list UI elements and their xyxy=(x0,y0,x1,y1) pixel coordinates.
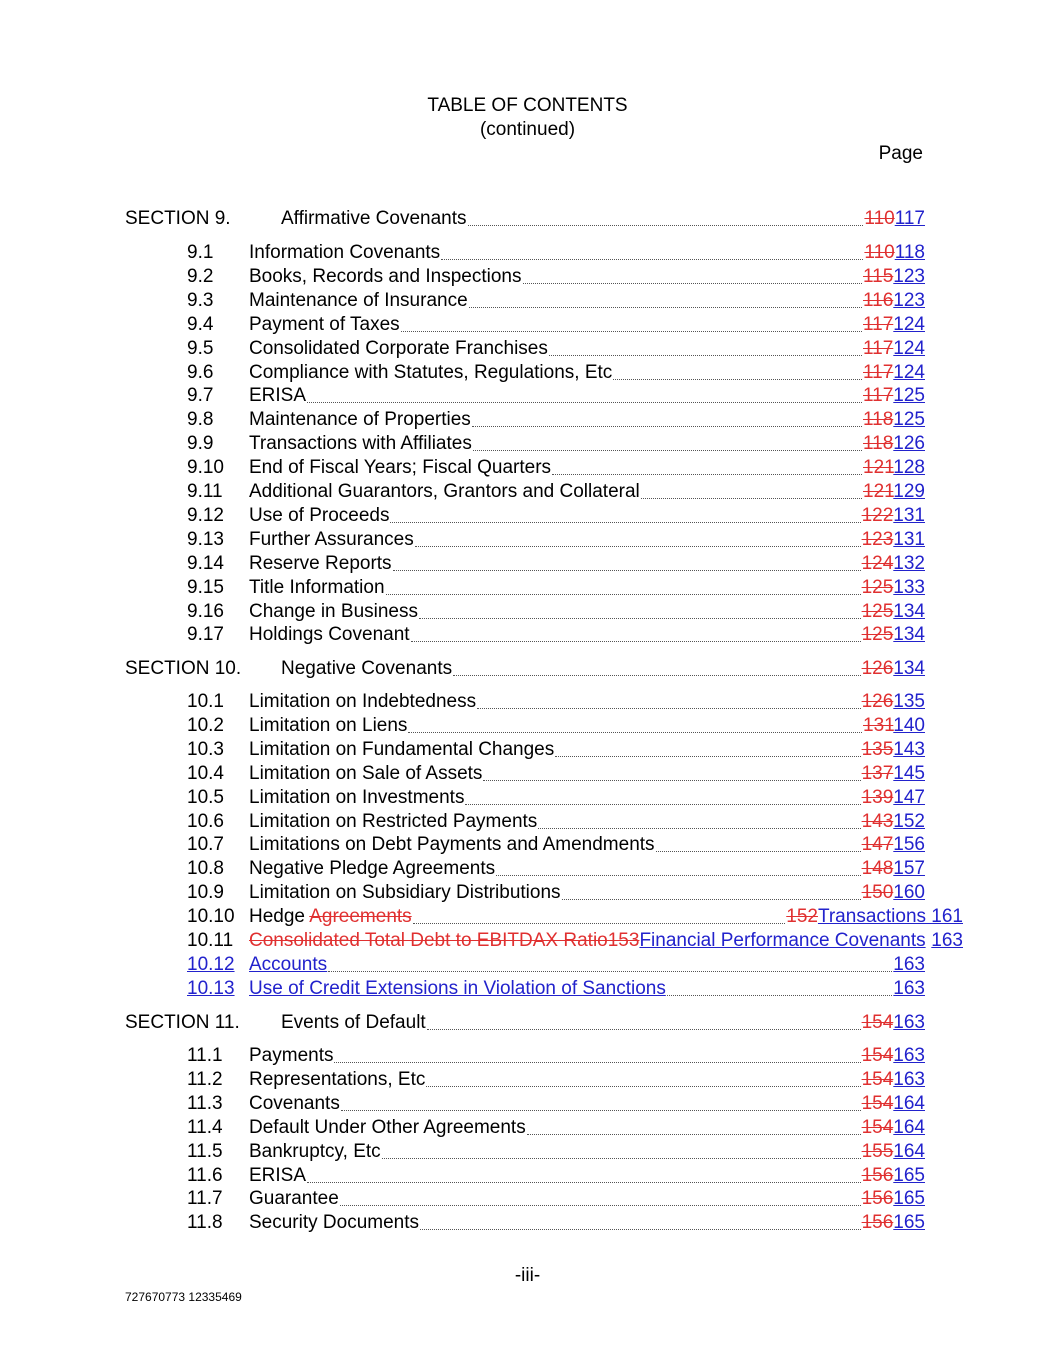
page-ref xyxy=(862,690,925,714)
toc-entry-inserted[interactable] xyxy=(0,953,1055,977)
deleted-page-number: 156 xyxy=(861,1188,894,1209)
page-ref xyxy=(863,714,925,738)
deleted-text: Agreements xyxy=(309,906,412,927)
deleted-page-number: 124 xyxy=(861,553,894,574)
entry-number: 9.15 xyxy=(187,577,224,598)
inserted-page-number[interactable]: 125 xyxy=(893,385,925,406)
page-ref xyxy=(862,786,925,810)
entry-number: 9.9 xyxy=(187,433,214,454)
dot-leader xyxy=(527,1134,861,1135)
section-number: SECTION 9. xyxy=(125,208,231,229)
entry-title: Default Under Other Agreements xyxy=(249,1117,526,1138)
toc-entry[interactable] xyxy=(0,623,1055,647)
entry-title xyxy=(249,929,926,953)
inserted-page-number[interactable]: 164 xyxy=(893,1117,925,1138)
page-ref xyxy=(863,265,925,289)
entry-number: 9.7 xyxy=(187,385,214,406)
inserted-page-number[interactable]: 143 xyxy=(893,739,925,760)
dot-leader xyxy=(538,828,860,829)
entry-title: Security Documents xyxy=(249,1212,420,1233)
entry-title: Maintenance of Properties xyxy=(249,409,471,430)
entry-number: 9.10 xyxy=(187,457,224,478)
dot-leader xyxy=(473,450,862,451)
entry-number: 9.1 xyxy=(187,242,214,263)
toc-entry[interactable] xyxy=(0,600,1055,624)
toc-entry[interactable] xyxy=(0,289,1055,313)
dot-leader xyxy=(562,899,861,900)
toc-entry[interactable] xyxy=(0,1140,1055,1164)
entry-title: Payment of Taxes xyxy=(249,314,400,335)
page-ref xyxy=(862,833,925,857)
entry-number: 11.2 xyxy=(187,1069,223,1090)
page-ref xyxy=(863,456,925,480)
dot-leader xyxy=(328,971,892,972)
entry-number: 9.16 xyxy=(187,601,224,622)
entry-number: 10.12 xyxy=(187,954,235,975)
toc-entry[interactable] xyxy=(0,762,1055,786)
inserted-page-number[interactable]: 125 xyxy=(893,409,925,430)
entry-title: Bankruptcy, Etc xyxy=(249,1141,381,1162)
inserted-page-number[interactable]: 163 xyxy=(893,978,925,999)
dot-leader xyxy=(465,804,860,805)
deleted-page-number: 155 xyxy=(861,1141,894,1162)
dot-leader xyxy=(426,1086,860,1087)
entry-number: 10.7 xyxy=(187,834,224,855)
toc-entry[interactable] xyxy=(0,576,1055,600)
dot-leader xyxy=(340,1205,861,1206)
dot-leader xyxy=(453,675,860,676)
section-title: Affirmative Covenants xyxy=(281,208,467,229)
deleted-page-number: 131 xyxy=(863,715,894,736)
page-ref xyxy=(862,504,925,528)
deleted-page-number: 137 xyxy=(861,763,894,784)
deleted-page-number: 154 xyxy=(861,1069,894,1090)
page-ref xyxy=(862,657,925,681)
dot-leader xyxy=(411,641,861,642)
page-number: -iii- xyxy=(514,1265,541,1286)
dot-leader xyxy=(552,474,862,475)
entry-title: Limitation on Liens xyxy=(249,715,408,736)
entry-title xyxy=(249,905,412,929)
entry-title: Covenants xyxy=(249,1093,340,1114)
entry-number: 11.5 xyxy=(187,1141,223,1162)
toc-entry[interactable] xyxy=(0,714,1055,738)
inserted-page-number[interactable]: 160 xyxy=(893,882,925,903)
toc-entry[interactable] xyxy=(0,690,1055,714)
entry-title: Books, Records and Inspections xyxy=(249,266,522,287)
deleted-page-number: 117 xyxy=(863,314,894,335)
deleted-page-number: 139 xyxy=(861,787,894,808)
deleted-page-number: 121 xyxy=(863,457,894,478)
entry-number: 10.3 xyxy=(187,739,224,760)
entry-number: 9.5 xyxy=(187,338,214,359)
section-heading[interactable] xyxy=(0,207,1055,231)
deleted-page-number: 117 xyxy=(863,385,894,406)
section-number: SECTION 10. xyxy=(125,658,242,679)
section-heading[interactable] xyxy=(0,1011,1055,1035)
entry-number: 10.8 xyxy=(187,858,224,879)
inserted-page-number[interactable]: 117 xyxy=(894,208,925,229)
page-column-label: Page xyxy=(878,143,923,164)
page-ref xyxy=(863,408,925,432)
toc-entry[interactable] xyxy=(0,552,1055,576)
entry-number: 11.3 xyxy=(187,1093,223,1114)
entry-title: Limitation on Sale of Assets xyxy=(249,763,483,784)
inserted-page-number[interactable]: 124 xyxy=(893,338,925,359)
entry-title: Limitation on Fundamental Changes xyxy=(249,739,555,760)
inserted-page-number[interactable]: 165 xyxy=(893,1165,925,1186)
entry-title: ERISA xyxy=(249,1165,307,1186)
page-ref xyxy=(862,857,925,881)
inserted-page-number[interactable]: 140 xyxy=(893,715,925,736)
deleted-page-number: 125 xyxy=(861,577,894,598)
inserted-page-number[interactable]: 118 xyxy=(894,242,925,263)
inserted-page-number[interactable]: 134 xyxy=(893,658,925,679)
deleted-page-number: 118 xyxy=(863,433,894,454)
deleted-page-number: 110 xyxy=(864,208,895,229)
toc-entry[interactable] xyxy=(0,384,1055,408)
toc-entry[interactable] xyxy=(0,1211,1055,1235)
entry-number: 9.8 xyxy=(187,409,214,430)
page-ref xyxy=(863,361,925,385)
inserted-page-number[interactable]: 123 xyxy=(893,290,925,311)
dot-leader xyxy=(386,594,861,595)
deleted-page-number: 126 xyxy=(861,691,894,712)
dot-leader xyxy=(496,875,860,876)
inserted-page-number[interactable]: 147 xyxy=(893,787,925,808)
entry-title[interactable]: Use of Credit Extensions in Violation of Sanctions xyxy=(249,978,666,999)
dot-leader xyxy=(415,546,861,547)
inserted-page-number[interactable]: 156 xyxy=(893,834,925,855)
inserted-page-number[interactable]: 163 xyxy=(893,1012,925,1033)
deleted-page-number: 125 xyxy=(861,601,894,622)
dot-leader xyxy=(408,732,862,733)
page-ref xyxy=(863,432,925,456)
entry-title: ERISA xyxy=(249,385,307,406)
page-ref xyxy=(862,738,925,762)
toc-entry[interactable] xyxy=(0,528,1055,552)
dot-leader xyxy=(419,618,861,619)
entry-title: Further Assurances xyxy=(249,529,414,550)
deleted-page-number: 147 xyxy=(861,834,894,855)
dot-leader xyxy=(555,756,860,757)
deleted-page-number: 154 xyxy=(861,1045,894,1066)
entry-title: Change in Business xyxy=(249,601,418,622)
entry-number: 9.12 xyxy=(187,505,224,526)
toc-title: TABLE OF CONTENTS xyxy=(427,95,628,116)
inserted-page-number[interactable]: 124 xyxy=(893,362,925,383)
entry-title: Representations, Etc xyxy=(249,1069,426,1090)
entry-title: Additional Guarantors, Grantors and Collateral xyxy=(249,481,640,502)
dot-leader xyxy=(341,1110,861,1111)
deleted-page-number: 117 xyxy=(863,362,894,383)
entry-number: 9.14 xyxy=(187,553,224,574)
dot-leader xyxy=(393,570,861,571)
deleted-page-number: 156 xyxy=(861,1212,894,1233)
toc-entry[interactable] xyxy=(0,432,1055,456)
entry-title: Consolidated Corporate Franchises xyxy=(249,338,548,359)
page-ref xyxy=(862,762,925,786)
dot-leader xyxy=(468,225,864,226)
inserted-page-number[interactable]: 124 xyxy=(893,314,925,335)
entry-number: 10.13 xyxy=(187,978,235,999)
page-ref xyxy=(863,384,925,408)
entry-number: 10.4 xyxy=(187,763,224,784)
toc-entry[interactable] xyxy=(0,1187,1055,1211)
entry-title: Holdings Covenant xyxy=(249,624,410,645)
entry-title: Negative Pledge Agreements xyxy=(249,858,496,879)
section-number: SECTION 11. xyxy=(125,1012,240,1033)
deleted-page-number: 110 xyxy=(864,242,895,263)
deleted-page-number: 154 xyxy=(861,1117,894,1138)
entry-title: Limitation on Investments xyxy=(249,787,465,808)
deleted-page-number: 143 xyxy=(861,811,894,832)
entry-number: 11.6 xyxy=(187,1165,223,1186)
deleted-page-number: 154 xyxy=(861,1093,894,1114)
page-ref xyxy=(862,600,925,624)
toc-subtitle: (continued) xyxy=(479,119,576,140)
dot-leader xyxy=(523,283,863,284)
toc-entry[interactable] xyxy=(0,786,1055,810)
inserted-page-number[interactable]: 165 xyxy=(893,1212,925,1233)
page-ref xyxy=(862,623,925,647)
toc-entry[interactable] xyxy=(0,1092,1055,1116)
inserted-page-number[interactable]: 152 xyxy=(893,811,925,832)
entry-number: 11.1 xyxy=(187,1045,223,1066)
deleted-text: Consolidated Total Debt to EBITDAX Ratio153 xyxy=(249,930,640,951)
toc-entry[interactable] xyxy=(0,408,1055,432)
page-ref xyxy=(786,905,963,929)
inserted-page-number[interactable]: 134 xyxy=(893,624,925,645)
page-ref xyxy=(863,337,925,361)
toc-entry[interactable] xyxy=(0,313,1055,337)
page-ref xyxy=(862,810,925,834)
deleted-page-number: 135 xyxy=(861,739,894,760)
dot-leader xyxy=(382,1158,861,1159)
entry-title: Use of Proceeds xyxy=(249,505,390,526)
dot-leader xyxy=(472,426,862,427)
page-ref xyxy=(862,1044,925,1068)
deleted-page-number: 126 xyxy=(861,658,894,679)
deleted-page-number: 154 xyxy=(861,1012,894,1033)
inserted-page-number[interactable]: 164 xyxy=(893,1093,925,1114)
entry-number: 10.2 xyxy=(187,715,224,736)
entry-number: 9.6 xyxy=(187,362,214,383)
dot-leader xyxy=(427,1029,861,1030)
toc-entry[interactable] xyxy=(0,881,1055,905)
entry-title: Compliance with Statutes, Regulations, Etc xyxy=(249,362,613,383)
inserted-text[interactable]: Transactions 161 xyxy=(817,906,963,927)
toc-entry[interactable] xyxy=(0,1164,1055,1188)
toc-entry-inserted[interactable] xyxy=(0,977,1055,1001)
page-ref xyxy=(863,289,925,313)
toc-entry-financial[interactable] xyxy=(0,929,1055,953)
toc-entry[interactable] xyxy=(0,1068,1055,1092)
entry-number: 9.11 xyxy=(187,481,223,502)
entry-number: 9.17 xyxy=(187,624,224,645)
deleted-page-number: 148 xyxy=(861,858,894,879)
dot-leader xyxy=(469,307,862,308)
inserted-page-number[interactable]: 133 xyxy=(893,577,925,598)
entry-title: Limitations on Debt Payments and Amendments xyxy=(249,834,655,855)
entry-number: 9.4 xyxy=(187,314,214,335)
deleted-page-number: 150 xyxy=(861,882,894,903)
page-ref xyxy=(863,480,925,504)
deleted-page-number: 123 xyxy=(861,529,894,550)
section-title: Negative Covenants xyxy=(281,658,453,679)
entry-title: Reserve Reports xyxy=(249,553,392,574)
inserted-page-number[interactable]: 163 xyxy=(893,1045,925,1066)
dot-leader xyxy=(549,355,862,356)
entry-number: 9.2 xyxy=(187,266,214,287)
inserted-page-number[interactable]: 163 xyxy=(931,930,963,951)
entry-number: 9.3 xyxy=(187,290,214,311)
deleted-page-number: 115 xyxy=(863,266,894,287)
toc-entry[interactable] xyxy=(0,361,1055,385)
deleted-page-number: 117 xyxy=(863,338,894,359)
dot-leader xyxy=(483,780,860,781)
toc-entry[interactable] xyxy=(0,857,1055,881)
dot-leader xyxy=(656,851,861,852)
page-ref xyxy=(862,881,925,905)
dot-leader xyxy=(390,522,860,523)
toc-entry[interactable] xyxy=(0,1116,1055,1140)
entry-number: 11.4 xyxy=(187,1117,223,1138)
page-ref xyxy=(862,1211,925,1235)
deleted-page-number: 125 xyxy=(861,624,894,645)
deleted-page-number: 118 xyxy=(863,409,894,430)
entry-title: End of Fiscal Years; Fiscal Quarters xyxy=(249,457,552,478)
toc-entry[interactable] xyxy=(0,1044,1055,1068)
page-ref xyxy=(862,1068,925,1092)
page-ref xyxy=(862,1140,925,1164)
entry-number: 10.5 xyxy=(187,787,224,808)
inserted-page-number[interactable]: 131 xyxy=(893,529,925,550)
toc-entry-hedge[interactable] xyxy=(0,905,1055,929)
page-ref xyxy=(862,1164,925,1188)
toc-entry[interactable] xyxy=(0,337,1055,361)
page-ref xyxy=(862,552,925,576)
entry-title: Title Information xyxy=(249,577,385,598)
dot-leader xyxy=(641,498,862,499)
inserted-page-number[interactable]: 163 xyxy=(893,954,925,975)
entry-title[interactable]: Accounts xyxy=(249,954,328,975)
entry-number: 11.8 xyxy=(187,1212,223,1233)
toc-entry[interactable] xyxy=(0,504,1055,528)
page-ref xyxy=(862,1187,925,1211)
toc-entry[interactable] xyxy=(0,265,1055,289)
dot-leader xyxy=(307,1182,861,1183)
toc-entry[interactable] xyxy=(0,480,1055,504)
inserted-page-number[interactable]: 135 xyxy=(893,691,925,712)
page-ref xyxy=(862,1011,925,1035)
page-ref xyxy=(862,1092,925,1116)
dot-leader xyxy=(420,1229,861,1230)
toc-entry[interactable] xyxy=(0,833,1055,857)
inserted-page-number[interactable]: 165 xyxy=(893,1188,925,1209)
entry-title: Limitation on Indebtedness xyxy=(249,691,477,712)
entry-number: 10.10 xyxy=(187,906,235,927)
inserted-page-number[interactable]: 129 xyxy=(893,481,925,502)
page-ref xyxy=(864,241,925,265)
deleted-page-number: 156 xyxy=(861,1165,894,1186)
dot-leader xyxy=(401,331,862,332)
dot-leader xyxy=(334,1062,860,1063)
page-ref xyxy=(863,313,925,337)
toc-entry[interactable] xyxy=(0,241,1055,265)
dot-leader xyxy=(307,402,862,403)
entry-number: 11.7 xyxy=(187,1188,223,1209)
entry-number: 9.13 xyxy=(187,529,224,550)
inserted-page-number[interactable]: 131 xyxy=(893,505,925,526)
inserted-page-number[interactable]: 157 xyxy=(893,858,925,879)
toc-entry[interactable] xyxy=(0,456,1055,480)
inserted-page-number[interactable]: 145 xyxy=(893,763,925,784)
dot-leader xyxy=(413,923,786,924)
entry-number: 10.11 xyxy=(187,930,234,951)
entry-title: Limitation on Subsidiary Distributions xyxy=(249,882,561,903)
toc-entry[interactable] xyxy=(0,738,1055,762)
inserted-page-number[interactable]: 128 xyxy=(893,457,925,478)
entry-number: 10.9 xyxy=(187,882,224,903)
entry-title: Transactions with Affiliates xyxy=(249,433,472,454)
entry-title: Limitation on Restricted Payments xyxy=(249,811,538,832)
deleted-page-number: 152 xyxy=(786,906,818,927)
dot-leader xyxy=(667,995,892,996)
entry-title-text: Hedge xyxy=(249,906,305,927)
entry-number: 10.6 xyxy=(187,811,224,832)
page-ref xyxy=(862,528,925,552)
inserted-page-number[interactable]: 134 xyxy=(893,601,925,622)
entry-title: Guarantee xyxy=(249,1188,339,1209)
entry-title: Payments xyxy=(249,1045,334,1066)
inserted-page-number[interactable]: 126 xyxy=(893,433,925,454)
section-heading[interactable] xyxy=(0,657,1055,681)
document-id: 727670773 12335469 xyxy=(125,1290,242,1304)
inserted-page-number[interactable]: 123 xyxy=(893,266,925,287)
page-ref xyxy=(862,1116,925,1140)
section-title: Events of Default xyxy=(281,1012,426,1033)
deleted-page-number: 121 xyxy=(863,481,894,502)
entry-title: Information Covenants xyxy=(249,242,441,263)
dot-leader xyxy=(441,259,863,260)
deleted-page-number: 116 xyxy=(863,290,894,311)
page-ref xyxy=(862,576,925,600)
inserted-text[interactable]: Financial Performance Covenants xyxy=(639,930,926,951)
dot-leader xyxy=(477,708,860,709)
inserted-page-number[interactable]: 163 xyxy=(893,1069,925,1090)
page-ref xyxy=(864,207,925,231)
entry-title: Maintenance of Insurance xyxy=(249,290,468,311)
inserted-page-number[interactable]: 132 xyxy=(893,553,925,574)
inserted-page-number[interactable]: 164 xyxy=(893,1141,925,1162)
entry-number: 10.1 xyxy=(187,691,224,712)
toc-entry[interactable] xyxy=(0,810,1055,834)
deleted-page-number: 122 xyxy=(861,505,894,526)
dot-leader xyxy=(613,379,862,380)
